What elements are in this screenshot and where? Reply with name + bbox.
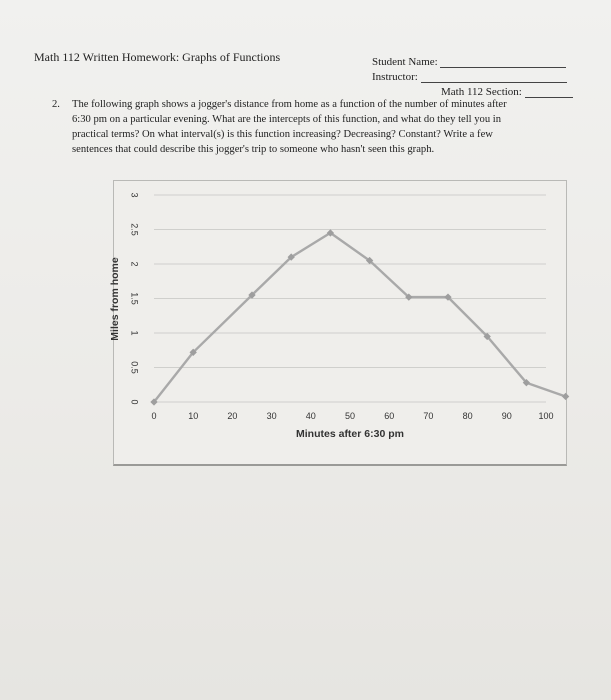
x-tick-label: 90 <box>501 411 512 421</box>
section-label: Math 112 Section: <box>441 86 522 98</box>
y-tick-label: 0 <box>129 399 140 405</box>
y-tick-label: 0.5 <box>129 361 140 374</box>
chart-frame <box>109 180 567 466</box>
x-tick-label: 30 <box>266 411 277 421</box>
x-tick-label: 80 <box>462 411 473 421</box>
data-point <box>562 393 569 400</box>
question-line: The following graph shows a jogger's distance from home as a function of the number of minutes after <box>72 99 507 110</box>
y-axis-label: Miles from home <box>109 257 122 341</box>
question-line: practical terms? On what interval(s) is this function increasing? Decreasing? Constant? Write a few <box>72 129 493 140</box>
question-line: 6:30 pm on a particular evening. What are the intercepts of this function, and what do they tell you in <box>72 114 502 125</box>
course-title: Math 112 Written Homework: Graphs of Functions <box>34 50 281 64</box>
question-2 <box>54 97 574 157</box>
student-name-label: Student Name: <box>372 56 438 68</box>
x-tick-label: 40 <box>305 411 316 421</box>
x-tick-label: 0 <box>151 411 157 421</box>
x-tick-label: 100 <box>538 411 554 421</box>
x-tick-label: 20 <box>227 411 238 421</box>
x-axis-label: Minutes after 6:30 pm <box>296 428 404 440</box>
x-tick-label: 50 <box>344 411 356 421</box>
y-tick-label: 1.5 <box>129 292 140 305</box>
x-tick-label: 10 <box>188 411 199 421</box>
y-tick-label: 3 <box>129 192 140 198</box>
y-tick-label: 2.5 <box>129 223 140 236</box>
student-name-row <box>372 56 566 68</box>
question-line: sentences that could describe this jogger's trip to someone who hasn't seen this graph. <box>72 144 435 155</box>
series-line <box>154 233 566 402</box>
instructor-line <box>421 72 567 83</box>
x-tick-label: 70 <box>423 411 434 421</box>
instructor-label: Instructor: <box>372 71 418 83</box>
question-number: 2. <box>52 99 60 110</box>
y-tick-label: 2 <box>129 261 140 267</box>
y-tick-label: 1 <box>129 330 140 336</box>
instructor-row <box>372 71 567 83</box>
student-name-line <box>440 57 566 68</box>
x-tick-label: 60 <box>384 411 395 421</box>
jogger-distance-chart <box>109 181 566 464</box>
